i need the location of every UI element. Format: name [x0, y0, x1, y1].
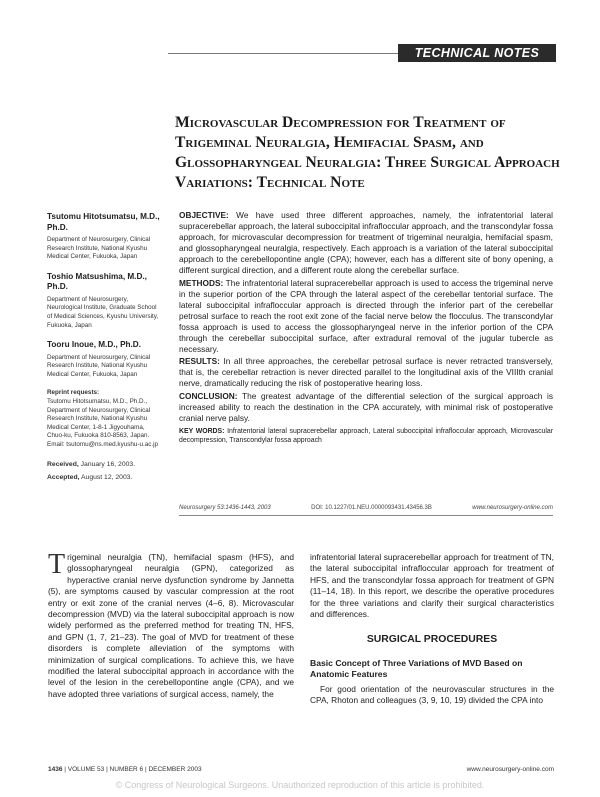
author-name: Tooru Inoue, M.D., Ph.D.	[47, 340, 141, 350]
author-block	[47, 212, 162, 262]
author-affiliation: Department of Neurosurgery, Clinical Research Institute, National Kyushu Medical Center, Fukuoka, Japan	[47, 353, 151, 378]
footer-url[interactable]: www.neurosurgery-online.com	[466, 766, 554, 773]
citation-line	[179, 505, 553, 511]
subsection-heading: Basic Concept of Three Variations of MVD Based on Anatomic Features	[310, 657, 523, 679]
methods-label: METHODS:	[179, 277, 224, 288]
results-label: RESULTS:	[179, 356, 220, 367]
author-block	[47, 272, 162, 330]
objective-label: OBJECTIVE:	[179, 210, 229, 220]
methods-text: The infratentorial lateral supracerebellar approach is used to access the trigeminal nerve in the superior portion of the CPA through the lateral aspect of the cerebellar tentorial surface. The lateral suboccipital infrafloccular approach is directed through the inferior part of the cerebellar petrosal surface to reach the root exit zone of the facial nerve below the flocculus. The transcondylar fossa approach is used to access the glossopharyngeal nerve in the inferior portion of the CPA through the cerebellar suboccipital surface, after extradural removal of the jugular tubercle as necessary.	[179, 277, 553, 355]
copyright-watermark: © Congress of Neurological Surgeons. Unauthorized reproduction of this article is prohibited.	[115, 780, 485, 790]
article-title: Microvascular Decompression for Treatment of Trigeminal Neuralgia, Hemifacial Spasm, and Glossopharyngeal Neuralgia: Three Surgical Approach Variations: Technical Note	[175, 114, 560, 191]
abstract-conclusion	[179, 391, 553, 424]
body-column-left	[48, 549, 294, 700]
keywords-text: Infratentorial lateral supracerebellar approach, Lateral suboccipital infrafloccular approach, Microvascular decompression, Transcondylar fossa approach	[179, 427, 554, 445]
issue-info: | VOLUME 53 | NUMBER 6 | DECEMBER 2003	[64, 766, 202, 773]
author-name: Tsutomu Hitotsumatsu, M.D., Ph.D.	[47, 212, 160, 232]
abstract-objective	[179, 210, 553, 277]
accepted-label: Accepted,	[47, 473, 80, 481]
author-affiliation: Department of Neurosurgery, Clinical Research Institute, National Kyushu Medical Center, Fukuoka, Japan	[47, 236, 151, 261]
author-affiliation: Department of Neurosurgery, Neurological Institute, Graduate School of Medical Sciences, Kyushu University, Fukuoka, Japan	[47, 295, 159, 329]
section-heading: SURGICAL PROCEDURES	[366, 634, 498, 646]
author-sidebar	[47, 212, 162, 484]
abstract-rule	[179, 515, 553, 516]
author-name: Toshio Matsushima, M.D., Ph.D.	[47, 271, 147, 292]
body-column-right	[310, 552, 554, 707]
col2-paragraph: infratentorial lateral supracerebellar approach for treatment of TN, the lateral suboccipital infrafloccular approach for treatment of HFS, and the transcondylar fossa approach for treatment of GPN (11–14, 18). In this report, we describe the operative procedures for the three variations and clarify their surgical characteristics and differences.	[310, 552, 554, 620]
author-block	[47, 340, 162, 379]
objective-text: We have used three different approaches, namely, the infratentorial lateral supracerebellar approach, the lateral suboccipital infrafloccular approach, and the transcondylar fossa approach, for microvascular decompression for treatment of trigeminal neuralgia, hemifacial spasm, and glossopharyngeal neuralgia, respectively. Each approach is a variation of the lateral suboccipital approach to the cerebellopontine angle (CPA); however, each has a different site of bony opening, a different surgical direction, and a different route along the cerebellar surface.	[179, 210, 554, 276]
intro-text: rigeminal neuralgia (TN), hemifacial spasm (HFS), and glossopharyngeal neuralgia (GPN), categorized as hyperactive cranial nerve dysfunction syndrome by Jannetta (5), are symptoms caused by vascular compression at the root entry or exit zone of the cranial nerves (4–6, 8). Microvascular decompression (MVD) via the lateral suboccipital approach is now widely performed as the preferred method for treating TN, HFS, and GPN (1, 7, 21–23). The goal of MVD for treatment of these disorders is complete alleviation of the symptoms with minimization of surgical complications. To achieve this, we have modified the lateral suboccipital approach in accordance with the level of the lesion in the cerebellopontine angle (CPA), and we have adopted three variations of surgical access, namely, the	[48, 552, 294, 699]
results-text: In all three approaches, the cerebellar petrosal surface is never retracted transversely, that is, the cerebellar retraction is never directed parallel to the longitudinal axis of the VIIIth cranial nerve, dramatically reducing the risk of postoperative hearing loss.	[179, 356, 553, 389]
article-dates	[47, 458, 162, 484]
section-banner	[0, 44, 600, 62]
received-label: Received,	[47, 460, 79, 468]
accepted-date: August 12, 2003.	[81, 473, 133, 481]
reprint-text: Tsutomu Hitotsumatsu, M.D., Ph.D., Department of Neurosurgery, Clinical Research Institute, National Kyushu Medical Center, 1-8-1 Jigyouhama, Chuo-ku, Fukuoka 810-8563, Japan. Email: tsutomu@ns.med.kyushu-u.ac.jp	[47, 398, 159, 448]
drop-cap: T	[48, 549, 66, 580]
journal-citation: Neurosurgery 53:1436-1443, 2003	[179, 505, 271, 511]
keywords-label: KEY WORDS:	[179, 427, 225, 435]
abstract-results	[179, 356, 553, 389]
page-footer	[48, 766, 554, 773]
banner-rule	[168, 53, 398, 54]
page-number: 1436	[48, 766, 63, 773]
received-date: January 16, 2003.	[80, 460, 136, 468]
keywords	[179, 427, 553, 446]
abstract-methods	[179, 278, 553, 356]
journal-url[interactable]: www.neurosurgery-online.com	[472, 505, 553, 511]
conclusion-label: CONCLUSION:	[179, 390, 238, 401]
reprint-heading: Reprint requests:	[47, 389, 100, 397]
subsection-text: For good orientation of the neurovascular structures in the CPA, Rhoton and colleagues (3, 9, 10, 19) divided the CPA into	[310, 683, 554, 706]
conclusion-text: The greatest advantage of the differential selection of the surgical approach is increased ability to reach the destination in the CPA accurately, with minimal risk of postoperative cranial nerve palsy.	[179, 390, 553, 423]
abstract	[179, 210, 553, 447]
doi: DOI: 10.1227/01.NEU.0000093431.43456.3B	[311, 505, 432, 511]
banner-label: TECHNICAL NOTES	[398, 44, 556, 62]
